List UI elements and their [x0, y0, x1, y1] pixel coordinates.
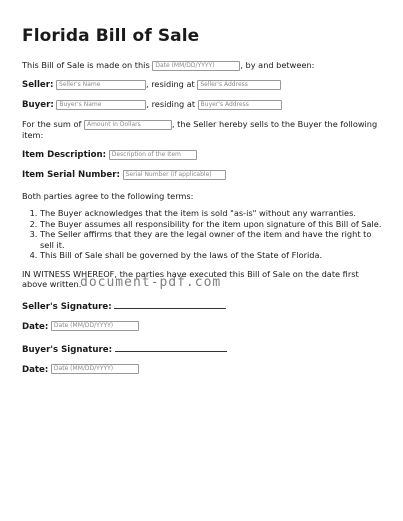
- buyer-label: Buyer:: [22, 100, 54, 110]
- intro-text: This Bill of Sale is made on this: [22, 60, 150, 70]
- item-description-label: Item Description:: [22, 150, 107, 160]
- buyer-signature-field[interactable]: [115, 343, 227, 352]
- witness-text: IN WITNESS WHEREOF, the parties have executed this Bill of Sale on the date first above written.: [22, 268, 359, 289]
- buyer-address-field[interactable]: Buyer's Address: [198, 100, 282, 110]
- buyer-date-field[interactable]: Date (MM/DD/YYYY): [51, 364, 139, 374]
- buyer-date-line: [22, 364, 384, 376]
- seller-date-line: [22, 321, 384, 333]
- buyer-residing-text: , residing at: [146, 99, 196, 109]
- buyer-signature-label: Buyer's Signature:: [22, 344, 113, 355]
- seller-date-label: Date:: [22, 321, 49, 332]
- intro-after-text: , by and between:: [240, 60, 315, 70]
- sum-after-text: , the Seller hereby sells to the Buyer the following item:: [22, 119, 378, 140]
- item-description-line: [22, 149, 384, 161]
- item-serial-field[interactable]: Serial Number (if applicable): [123, 170, 226, 180]
- bill-of-sale-document: [22, 26, 384, 382]
- item-serial-line: [22, 169, 384, 181]
- buyer-signature-line: [22, 343, 384, 356]
- seller-label: Seller:: [22, 80, 54, 90]
- list-item: 1. The Buyer acknowledges that the item is sold "as-is" without any warranties.: [40, 208, 384, 219]
- seller-line: [22, 79, 384, 91]
- list-item: 2. The Buyer assumes all responsibility for the item upon signature of this Bill of Sale.: [40, 219, 384, 230]
- seller-signature-line: [22, 300, 384, 313]
- witness-block: [22, 269, 384, 290]
- sum-line: [22, 119, 384, 141]
- buyer-line: [22, 99, 384, 111]
- seller-signature-field[interactable]: [114, 300, 226, 309]
- seller-date-field[interactable]: Date (MM/DD/YYYY): [51, 321, 139, 331]
- seller-address-field[interactable]: Seller's Address: [197, 80, 281, 90]
- buyer-name-field[interactable]: Buyer's Name: [56, 100, 146, 110]
- list-item: 3. The Seller affirms that they are the legal owner of the item and have the right to sell it.: [40, 229, 384, 250]
- sale-date-field[interactable]: Date (MM/DD/YYYY): [152, 61, 240, 71]
- intro-line: [22, 60, 384, 71]
- item-description-field[interactable]: Description of the Item: [109, 150, 197, 160]
- watermark: document-pdf.com: [80, 274, 222, 290]
- item-serial-label: Item Serial Number:: [22, 170, 120, 180]
- amount-field[interactable]: Amount in Dollars: [84, 120, 172, 130]
- seller-name-field[interactable]: Seller's Name: [56, 80, 146, 90]
- terms-intro: Both parties agree to the following terms:: [22, 191, 194, 201]
- seller-signature-label: Seller's Signature:: [22, 301, 112, 312]
- page-title: Florida Bill of Sale: [22, 26, 200, 46]
- buyer-date-label: Date:: [22, 364, 49, 375]
- list-item: 4. This Bill of Sale shall be governed by the laws of the State of Florida.: [40, 250, 384, 261]
- sum-text: For the sum of: [22, 119, 82, 129]
- terms-list: [22, 208, 384, 261]
- seller-residing-text: , residing at: [146, 79, 195, 89]
